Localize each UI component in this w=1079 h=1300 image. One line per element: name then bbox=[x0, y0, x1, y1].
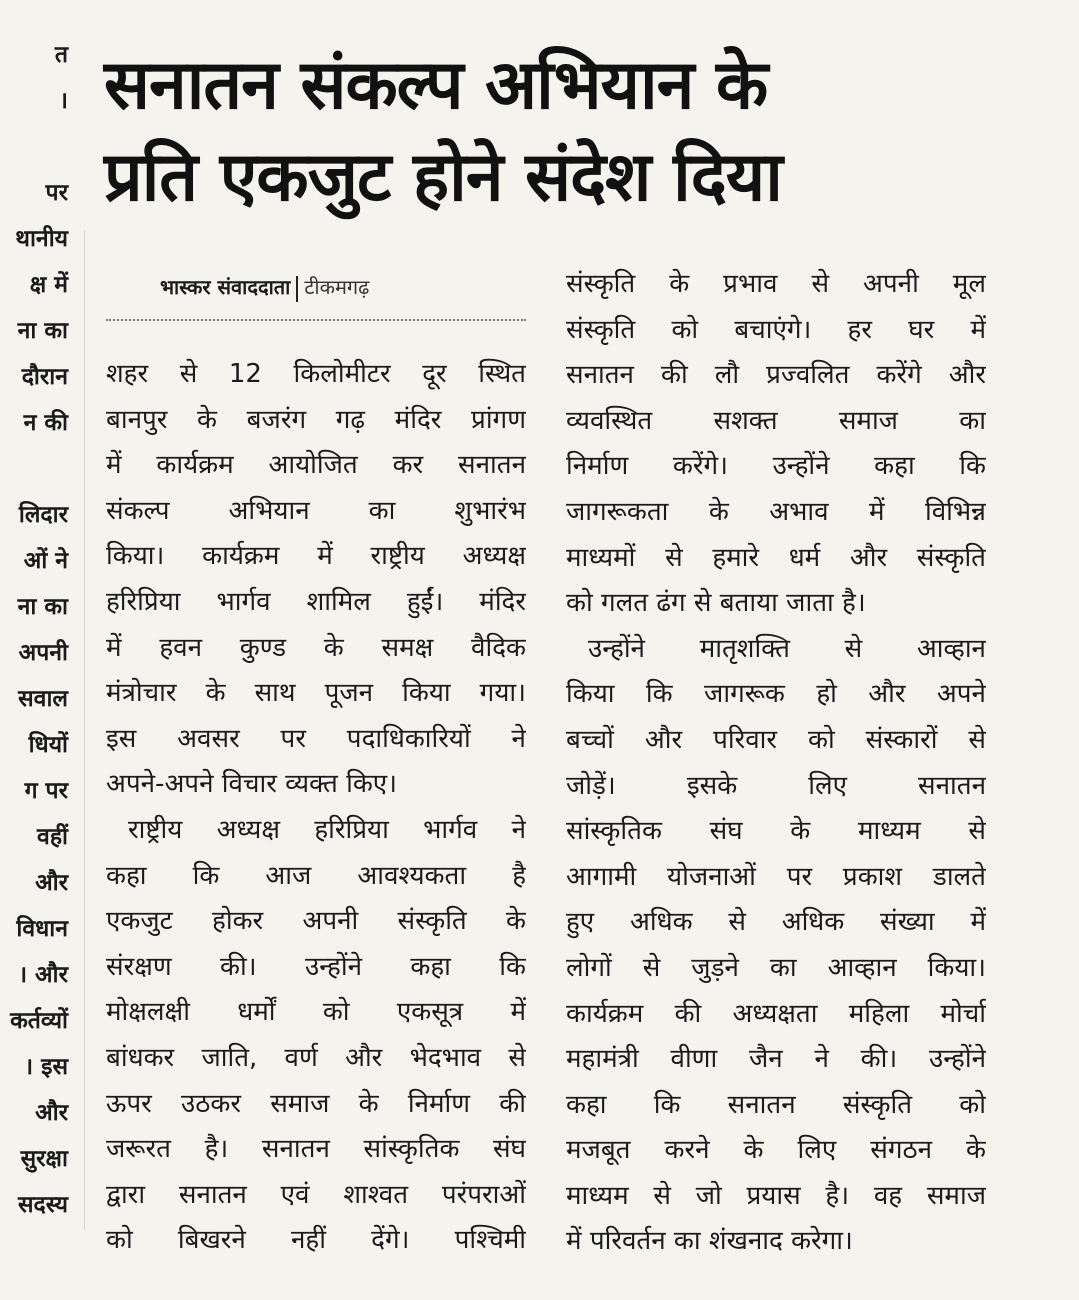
text-line: बांधकर जाति, वर्ण और भेदभाव से bbox=[106, 1042, 526, 1073]
fragment-line: सुरक्षा bbox=[20, 1146, 68, 1172]
text-line: को गलत ढंग से बताया जाता है। bbox=[566, 588, 866, 619]
fragment-line: विधान bbox=[16, 916, 68, 942]
fragment-line: त bbox=[54, 42, 68, 68]
text-line: बच्चों और परिवार को संस्कारों से bbox=[566, 724, 986, 755]
text-line: आगामी योजनाओं पर प्रकाश डालते bbox=[566, 861, 986, 892]
fragment-line: ना का bbox=[17, 318, 68, 344]
text-line: सांस्कृतिक संघ के माध्यम से bbox=[566, 816, 986, 847]
text-line: किया कि जागरूक हो और अपने bbox=[566, 679, 986, 710]
text-line: में परिवर्तन का शंखनाद करेगा। bbox=[566, 1226, 853, 1257]
headline-line-2: प्रति एकजुट होने संदेश दिया bbox=[104, 138, 782, 217]
fragment-line: वहीं bbox=[37, 824, 68, 850]
text-line: संरक्षण की। उन्होंने कहा कि bbox=[106, 951, 526, 982]
byline bbox=[160, 273, 369, 302]
text-line: माध्यमों से हमारे धर्म और संस्कृति bbox=[566, 542, 986, 573]
text-line: मंत्रोचार के साथ पूजन किया गया। bbox=[106, 678, 526, 709]
text-line: राष्ट्रीय अध्यक्ष हरिप्रिया भार्गव ने bbox=[128, 814, 526, 845]
fragment-line: दौरान bbox=[21, 364, 68, 390]
fragment-line: ना का bbox=[17, 594, 68, 620]
fragment-line: । और bbox=[18, 962, 68, 988]
fragment-line: और bbox=[35, 1100, 68, 1126]
fragment-line: पर bbox=[45, 180, 68, 206]
text-line: शहर से 12 किलोमीटर दूर स्थित bbox=[106, 359, 526, 389]
text-line: कार्यक्रम की अध्यक्षता महिला मोर्चा bbox=[566, 998, 986, 1029]
text-line: संस्कृति के प्रभाव से अपनी मूल bbox=[566, 269, 986, 299]
text-line: ऊपर उठकर समाज के निर्माण की bbox=[106, 1088, 526, 1119]
fragment-line: क्ष में bbox=[29, 272, 68, 298]
fragment-line: न की bbox=[23, 410, 68, 436]
byline-separator bbox=[296, 276, 298, 302]
text-line: मजबूत करने के लिए संगठन के bbox=[566, 1135, 986, 1166]
article-column-2 bbox=[566, 262, 986, 1265]
text-line: लोगों से जुड़ने का आव्हान किया। bbox=[566, 952, 986, 983]
adjacent-article-fragment bbox=[0, 40, 72, 1240]
text-line: जरूरत है। सनातन सांस्कृतिक संघ bbox=[106, 1134, 526, 1165]
text-line: कहा कि सनातन संस्कृति को bbox=[566, 1089, 986, 1120]
fragment-line: धियों bbox=[28, 732, 68, 758]
text-line: एकजुट होकर अपनी संस्कृति के bbox=[106, 906, 526, 937]
article-column-1 bbox=[106, 352, 526, 1264]
text-line: अपने-अपने विचार व्यक्त किए। bbox=[106, 769, 398, 800]
text-line: हुए अधिक से अधिक संख्या में bbox=[566, 907, 986, 938]
headline bbox=[104, 40, 1054, 224]
fragment-line: थानीय bbox=[15, 226, 68, 252]
text-line: द्वारा सनातन एवं शाश्वत परंपराओं bbox=[106, 1179, 526, 1210]
text-line: जोड़ें। इसके लिए सनातन bbox=[566, 770, 986, 801]
fragment-line: सवाल bbox=[18, 686, 68, 712]
text-line: संस्कृति को बचाएंगे। हर घर में bbox=[566, 314, 986, 345]
text-line: किया। कार्यक्रम में राष्ट्रीय अध्यक्ष bbox=[106, 541, 526, 572]
byline-rule bbox=[106, 319, 526, 321]
text-line: हरिप्रिया भार्गव शामिल हुईं। मंदिर bbox=[106, 586, 526, 617]
text-line: व्यवस्थित सशक्त समाज का bbox=[566, 405, 986, 436]
text-line: इस अवसर पर पदाधिकारियों ने bbox=[106, 723, 526, 754]
text-line: में कार्यक्रम आयोजित कर सनातन bbox=[106, 450, 526, 481]
text-line: सनातन की लौ प्रज्वलित करेंगे और bbox=[566, 360, 986, 391]
text-line: निर्माण करेंगे। उन्होंने कहा कि bbox=[566, 451, 986, 482]
column-divider bbox=[84, 230, 85, 1230]
text-line: को बिखरने नहीं देंगे। पश्चिमी bbox=[106, 1225, 526, 1256]
fragment-line: और bbox=[35, 870, 68, 896]
fragment-line: । इस bbox=[24, 1054, 68, 1080]
text-line: मोक्षलक्षी धर्मों को एकसूत्र में bbox=[106, 997, 526, 1028]
byline-location: टीकमगढ़ bbox=[304, 275, 370, 299]
fragment-line: सदस्य bbox=[17, 1192, 68, 1218]
headline-line-1: सनातन संकल्प अभियान के bbox=[104, 46, 768, 125]
fragment-line: ग पर bbox=[24, 778, 68, 804]
fragment-line: ओं ने bbox=[23, 548, 68, 574]
text-line: जागरूकता के अभाव में विभिन्न bbox=[566, 496, 986, 527]
text-line: माध्यम से जो प्रयास है। वह समाज bbox=[566, 1180, 986, 1211]
text-line: में हवन कुण्ड के समक्ष वैदिक bbox=[106, 632, 526, 663]
byline-reporter: भास्कर संवाददाता bbox=[160, 275, 291, 299]
text-line: कहा कि आज आवश्यकता है bbox=[106, 860, 526, 891]
fragment-line: । bbox=[59, 88, 68, 114]
fragment-line: अपनी bbox=[18, 640, 68, 666]
text-line: संकल्प अभियान का शुभारंभ bbox=[106, 495, 526, 526]
text-line: महामंत्री वीणा जैन ने की। उन्होंने bbox=[566, 1044, 986, 1075]
text-line: उन्होंने मातृशक्ति से आव्हान bbox=[588, 633, 986, 664]
fragment-line: लिदार bbox=[18, 502, 68, 528]
text-line: बानपुर के बजरंग गढ़ मंदिर प्रांगण bbox=[106, 404, 526, 435]
fragment-line: कर्तव्यों bbox=[10, 1008, 68, 1034]
